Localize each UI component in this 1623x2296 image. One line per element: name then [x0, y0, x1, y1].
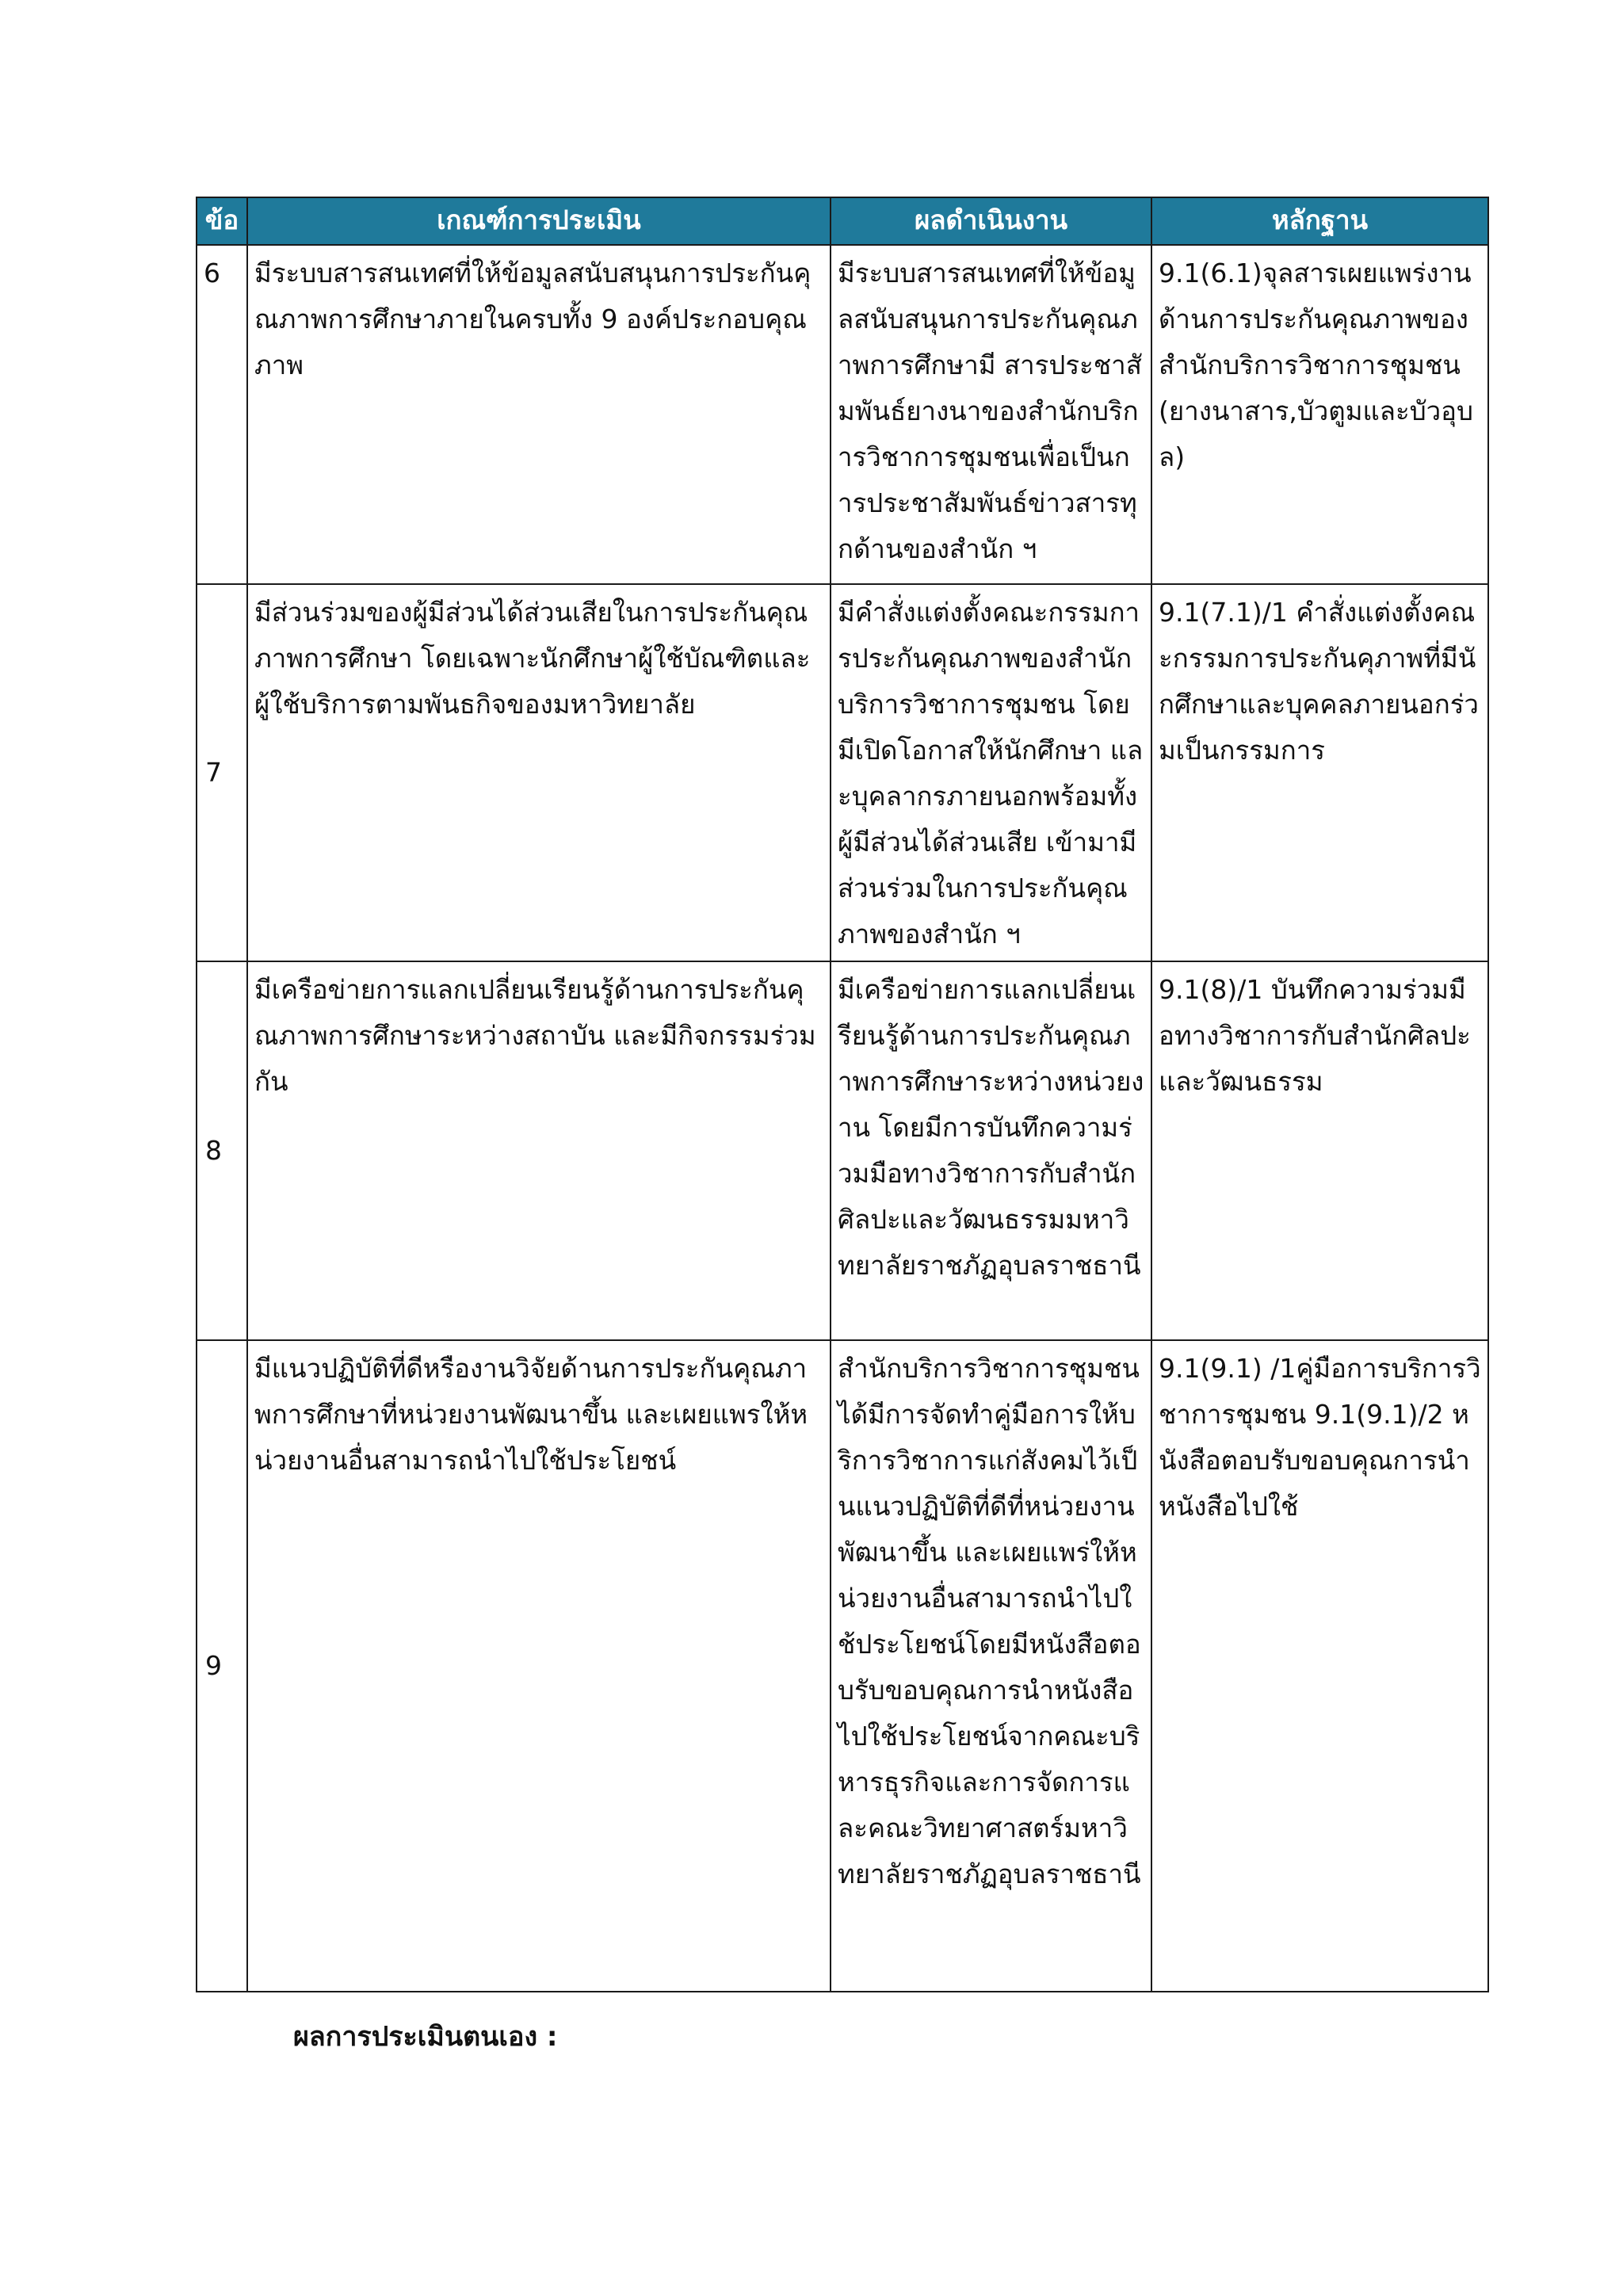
row-evidence: 9.1(6.1)จุลสารเผยแพร่งานด้านการประกันคุณภาพของสำนักบริการวิชาการชุมชน(ยางนาสาร,บัวตูมและบัวอุบล) [1151, 245, 1488, 584]
row-criteria: มีระบบสารสนเทศที่ให้ข้อมูลสนับสนุนการประกันคุณภาพการศึกษาภายในครบทั้ง 9 องค์ประกอบคุณภาพ [247, 245, 831, 584]
table-header [197, 197, 1488, 245]
header-evidence: หลักฐาน [1151, 197, 1488, 245]
table-body [197, 245, 1488, 1992]
row-result: มีคำสั่งแต่งตั้งคณะกรรมการประกันคุณภาพของสำนักบริการวิชาการชุมชน โดยมีเปิดโอกาสให้นักศึกษา และบุคลากรภายนอกพร้อมทั้งผู้มีส่วนได้ส่วนเสีย เข้ามามีส่วนร่วมในการประกันคุณภาพของสำนัก ฯ [831, 584, 1151, 961]
table-row [197, 961, 1488, 1340]
self-evaluation-label: ผลการประเมินตนเอง : [293, 2021, 558, 2053]
row-result: มีระบบสารสนเทศที่ให้ข้อมูลสนับสนุนการประกันคุณภาพการศึกษามี สารประชาสัมพันธ์ยางนาของสำนักบริการวิชาการชุมชนเพื่อเป็นการประชาสัมพันธ์ข่าวสารทุกด้านของสำนัก ฯ [831, 245, 1151, 584]
table-row [197, 584, 1488, 961]
row-number: 6 [197, 245, 247, 584]
header-result: ผลดำเนินงาน [831, 197, 1151, 245]
row-number: 8 [197, 961, 247, 1340]
row-evidence: 9.1(8)/1 บันทึกความร่วมมือทางวิชาการกับสำนักศิลปะและวัฒนธรรม [1151, 961, 1488, 1340]
row-result: มีเครือข่ายการแลกเปลี่ยนเรียนรู้ด้านการประกันคุณภาพการศึกษาระหว่างหน่วยงาน โดยมีการบันทึกความร่วมมือทางวิชาการกับสำนักศิลปะและวัฒนธรรมมหาวิทยาลัยราชภัฏอุบลราชธานี [831, 961, 1151, 1340]
row-evidence: 9.1(9.1) /1คู่มือการบริการวิชาการชุมชน 9.1(9.1)/2 หนังสือตอบรับขอบคุณการนำหนังสือไปใช้ [1151, 1340, 1488, 1992]
row-evidence: 9.1(7.1)/1 คำสั่งแต่งตั้งคณะกรรมการประกันคุภาพที่มีนักศึกษาและบุคคลภายนอกร่วมเป็นกรรมการ [1151, 584, 1488, 961]
header-criteria: เกณฑ์การประเมิน [247, 197, 831, 245]
row-number: 7 [197, 584, 247, 961]
table-row [197, 245, 1488, 584]
row-criteria: มีเครือข่ายการแลกเปลี่ยนเรียนรู้ด้านการประกันคุณภาพการศึกษาระหว่างสถาบัน และมีกิจกรรมร่วมกัน [247, 961, 831, 1340]
header-row [197, 197, 1488, 245]
evaluation-table [196, 197, 1489, 1992]
table-row [197, 1340, 1488, 1992]
row-criteria: มีแนวปฏิบัติที่ดีหรืองานวิจัยด้านการประกันคุณภาพการศึกษาที่หน่วยงานพัฒนาขึ้น และเผยแพรให้หน่วยงานอื่นสามารถนำไปใช้ประโยชน์ [247, 1340, 831, 1992]
row-result: สำนักบริการวิชาการชุมชนได้มีการจัดทำคู่มือการให้บริการวิชาการแก่สังคมไว้เป็นแนวปฏิบัติที่ดีที่หน่วยงานพัฒนาขึ้น และเผยแพร่ให้หน่วยงานอื่นสามารถนำไปใช้ประโยชน์โดยมีหนังสือตอบรับขอบคุณการนำหนังสือไปใช้ประโยชน์จากคณะบริหารธุรกิจและการจัดการและคณะวิทยาศาสตร์มหาวิทยาลัยราชภัฏอุบลราชธานี [831, 1340, 1151, 1992]
header-no: ข้อ [197, 197, 247, 245]
row-number: 9 [197, 1340, 247, 1992]
row-criteria: มีส่วนร่วมของผู้มีส่วนได้ส่วนเสียในการประกันคุณภาพการศึกษา โดยเฉพาะนักศึกษาผู้ใช้บัณฑิตและผู้ใช้บริการตามพันธกิจของมหาวิทยาลัย [247, 584, 831, 961]
